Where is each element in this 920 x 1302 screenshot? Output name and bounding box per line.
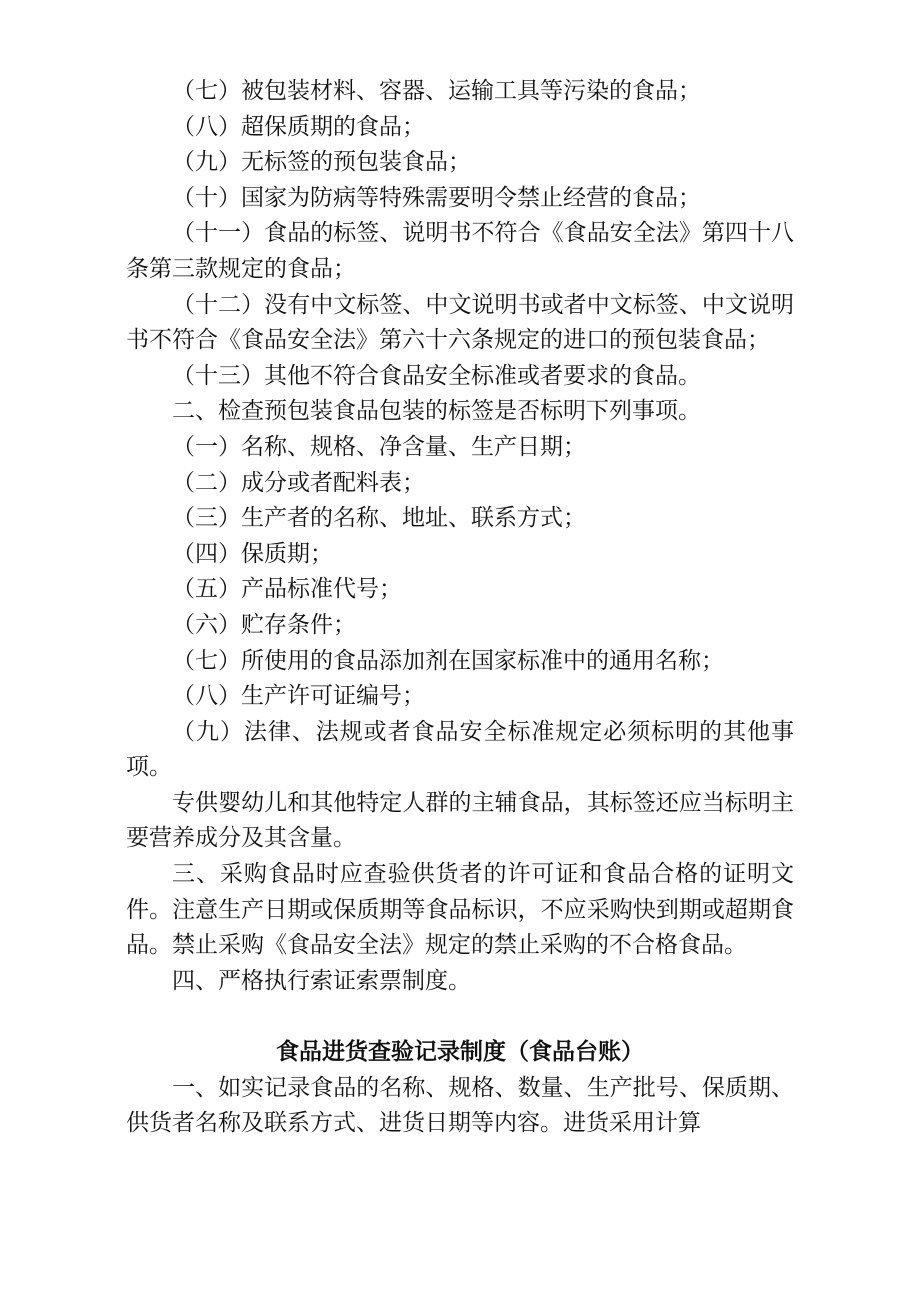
blank-line <box>126 999 794 1035</box>
paragraph: 三、采购食品时应查验供货者的许可证和食品合格的证明文件。注意生产日期或保质期等食品标识，不应采购快到期或超期食品。禁止采购《食品安全法》规定的禁止采购的不合格食品。 <box>126 861 794 959</box>
paragraph: （三）生产者的名称、地址、联系方式； <box>172 505 586 532</box>
paragraph: （七）所使用的食品添加剂在国家标准中的通用名称； <box>172 647 724 674</box>
paragraph: （八）超保质期的食品； <box>172 113 425 140</box>
paragraph: （七）被包装材料、容器、运输工具等污染的食品； <box>172 78 701 104</box>
paragraph: （九）法律、法规或者食品安全标准规定必须标明的其他事项。 <box>126 718 794 781</box>
paragraph: 一、如实记录食品的名称、规格、数量、生产批号、保质期、供货者名称及联系方式、进货日期等内容。进货采用计算 <box>126 1074 794 1137</box>
paragraph: 二、检查预包装食品包装的标签是否标明下列事项。 <box>172 398 701 425</box>
paragraph: （五）产品标准代号； <box>172 576 402 603</box>
paragraph: （十三）其他不符合食品安全标准或者要求的食品。 <box>172 362 701 389</box>
paragraph: 四、严格执行索证索票制度。 <box>172 967 471 994</box>
paragraph: （十二）没有中文标签、中文说明书或者中文标签、中文说明书不符合《食品安全法》第六十六条规定的进口的预包装食品； <box>126 291 794 354</box>
paragraph: （二）成分或者配料表； <box>172 469 425 496</box>
paragraph: （四）保质期； <box>172 540 333 567</box>
paragraph: （十一）食品的标签、说明书不符合《食品安全法》第四十八条第三款规定的食品； <box>126 220 794 282</box>
paragraph: （九）无标签的预包装食品； <box>172 149 471 176</box>
paragraph: （一）名称、规格、净含量、生产日期； <box>172 433 586 460</box>
paragraph: （十）国家为防病等特殊需要明令禁止经营的食品； <box>172 184 701 211</box>
paragraph: （八）生产许可证编号； <box>172 683 425 710</box>
paragraph: （六）贮存条件； <box>172 611 356 638</box>
section-title: 食品进货查验记录制度（食品台账） <box>276 1039 644 1066</box>
paragraph: 专供婴幼儿和其他特定人群的主辅食品，其标签还应当标明主要营养成分及其含量。 <box>126 789 794 852</box>
